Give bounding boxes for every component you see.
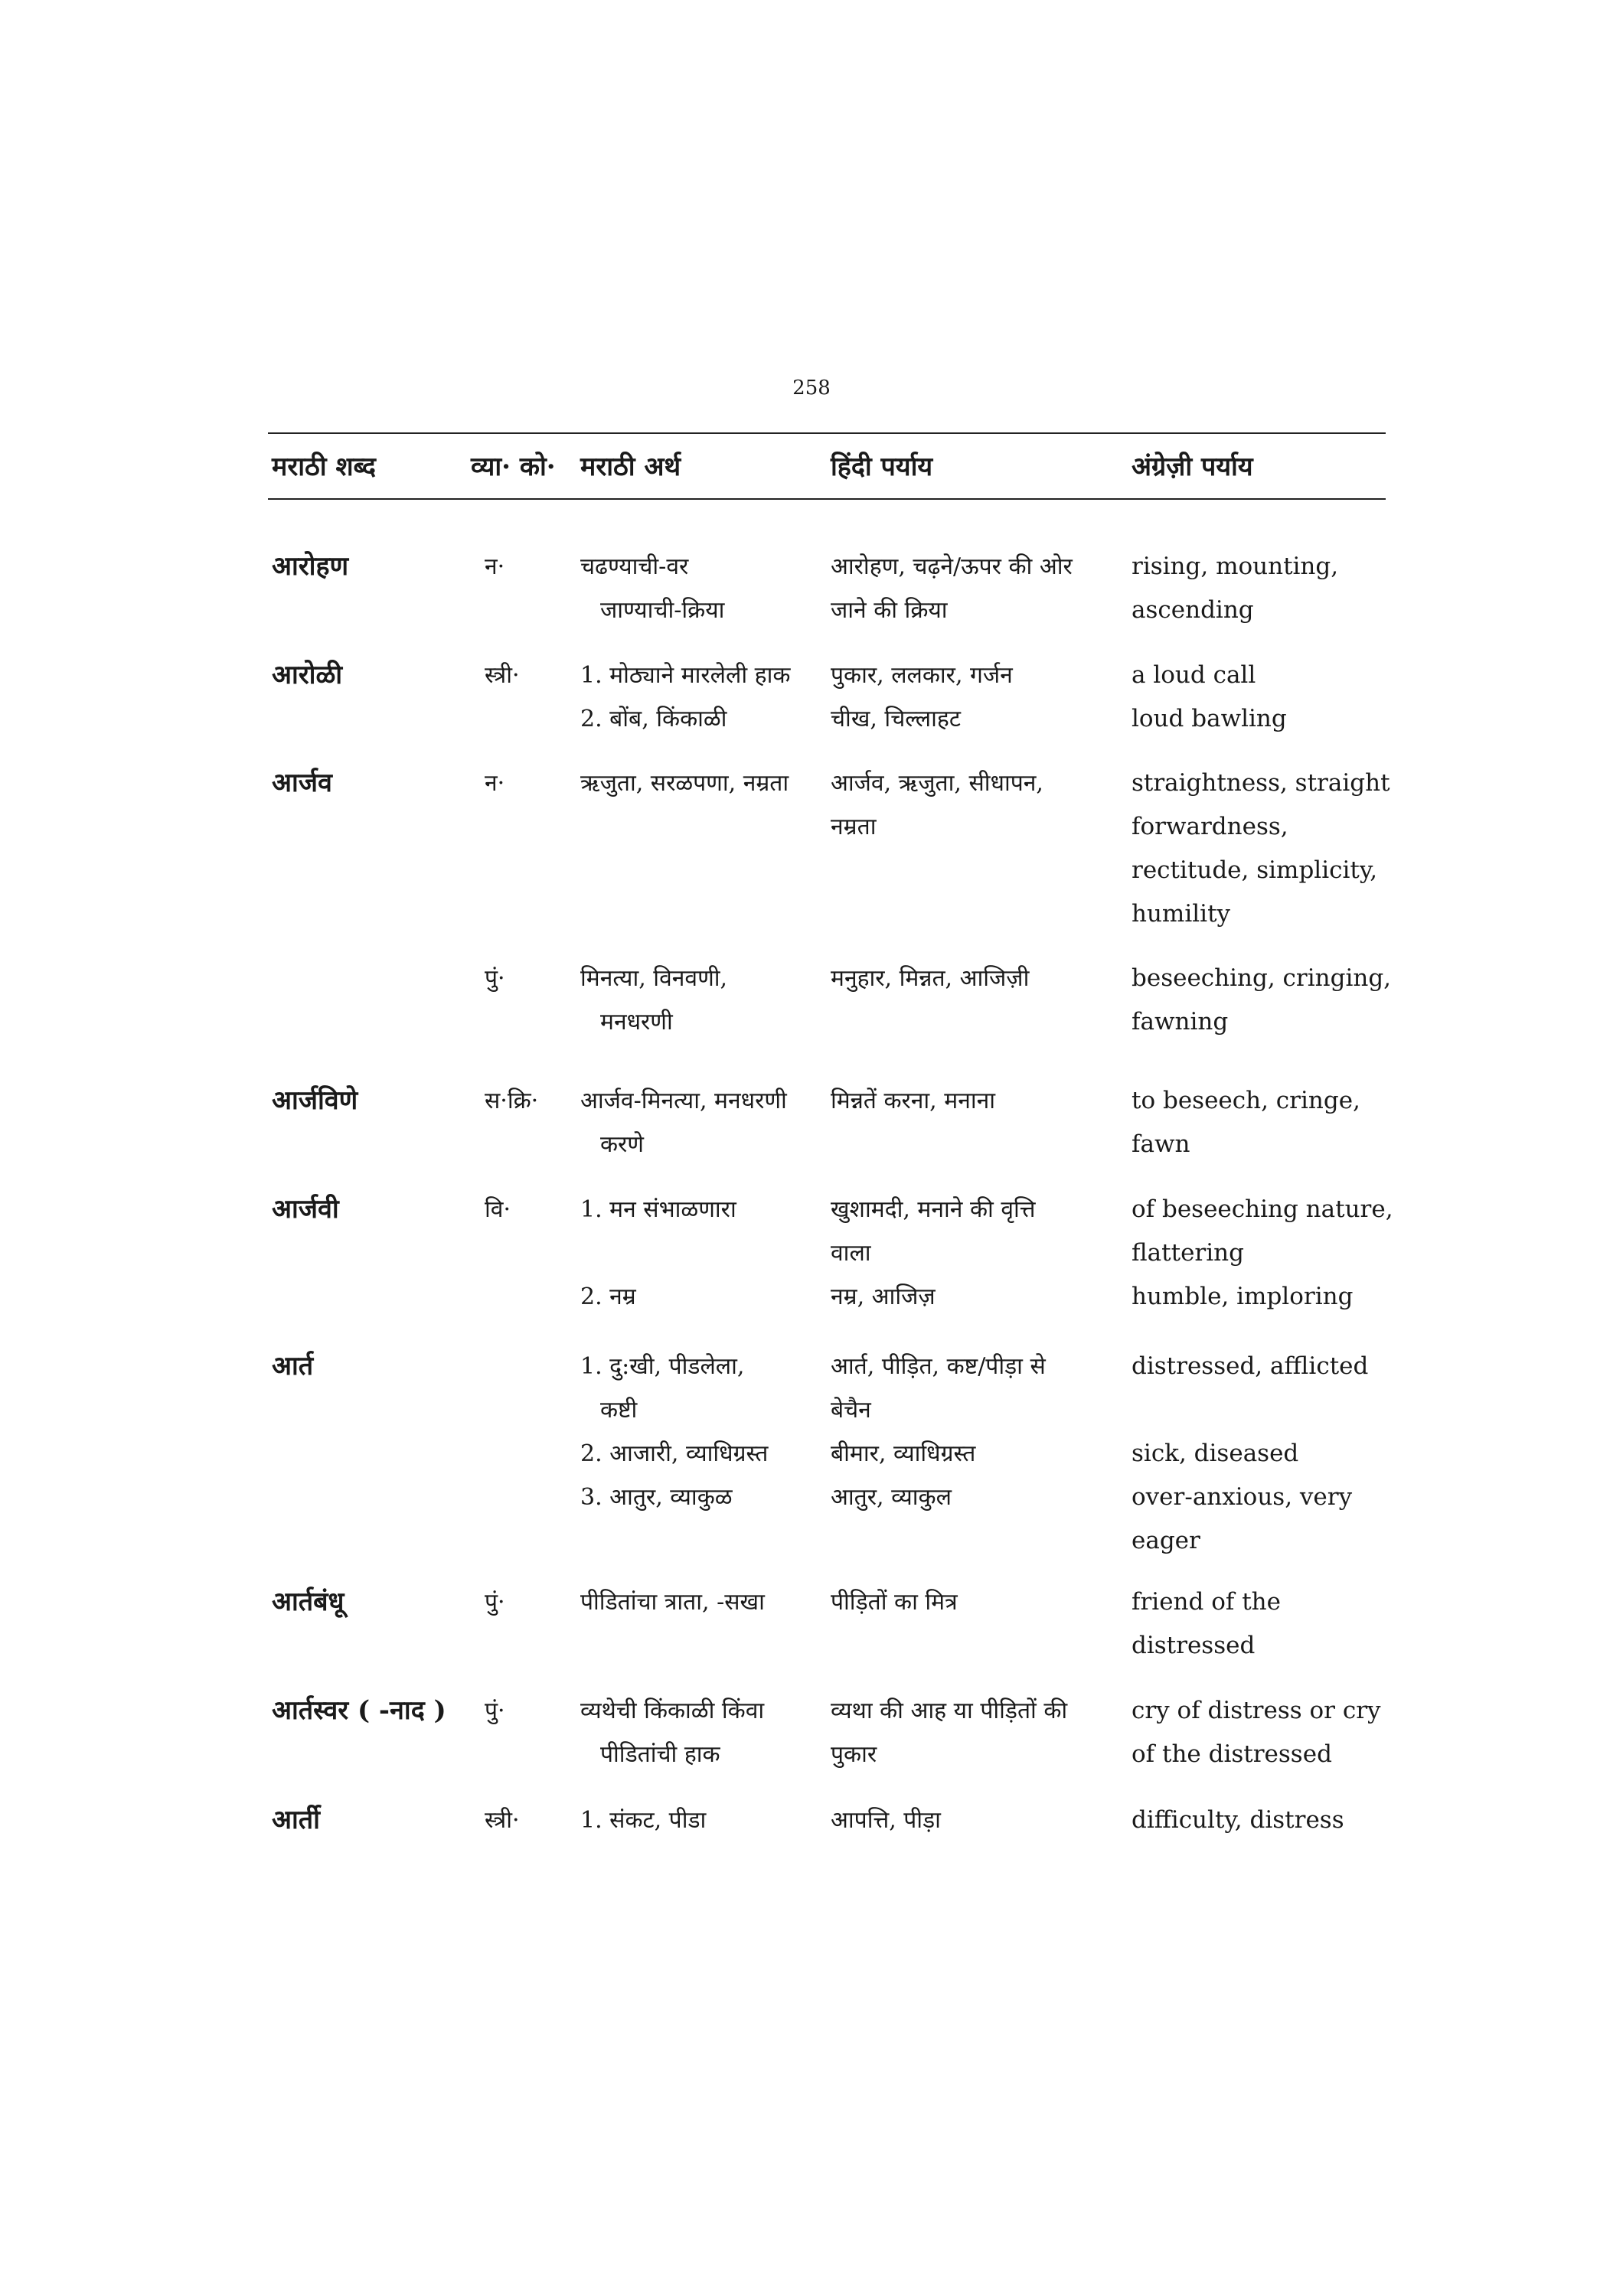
hindi-equivalent-line: वाला [831,1240,871,1267]
grammar-abbrev-line: न· [485,770,505,797]
header-grammar: व्या· को· [471,452,556,482]
marathi-meaning [580,957,818,1044]
english-equivalent [1132,762,1392,936]
hindi-equivalent-line: बेचैन [831,1397,871,1424]
grammar-abbrev [485,1580,569,1624]
hindi-equivalent [831,1188,1125,1319]
grammar-abbrev [485,1188,569,1231]
english-equivalent-line: distressed, afflicted [1132,1352,1369,1380]
hindi-equivalent-line: मिन्नतें करना, मनाना [831,1088,996,1114]
hindi-equivalent [831,545,1125,632]
english-equivalent [1132,1345,1392,1563]
hindi-equivalent-line: आर्त, पीड़ित, कष्ट/पीड़ा से [831,1353,1046,1380]
grammar-abbrev-line: पुं· [485,1698,505,1724]
marathi-meaning-line: 1. दु:खी, पीडलेला, [580,1353,745,1380]
english-equivalent-line: rising, mounting, [1132,553,1339,580]
hindi-equivalent [831,654,1125,741]
headword-line: आर्जवी [272,1194,339,1225]
hindi-equivalent-line: आरोहण, चढ़ने/ऊपर की ओर [831,553,1073,580]
english-equivalent [1132,1689,1392,1776]
english-equivalent-line: of the distressed [1132,1740,1332,1768]
marathi-meaning-line: जाण्याची-क्रिया [600,597,725,624]
grammar-abbrev-line [485,1345,569,1388]
hindi-equivalent-line: नम्र, आजिज़ [831,1283,936,1310]
header-headword: मराठी शब्द [272,452,376,482]
headword-line: आर्ती [272,1805,320,1835]
marathi-meaning-line: मिनत्या, विनवणी, [580,965,728,992]
english-equivalent-line [1132,1388,1392,1432]
english-equivalent [1132,957,1392,1044]
english-equivalent-line: sick, diseased [1132,1440,1299,1467]
marathi-meaning-line: आर्जव-मिनत्या, मनधरणी [580,1088,787,1114]
english-equivalent [1132,1188,1392,1319]
marathi-meaning-line: व्यथेची किंकाळी किंवा [580,1698,765,1724]
page-number: 258 [792,377,831,400]
hindi-equivalent [831,957,1125,1000]
english-equivalent-line: of beseeching nature, [1132,1195,1393,1223]
grammar-abbrev-line: पुं· [485,1589,505,1616]
english-equivalent-line: humble, imploring [1132,1283,1354,1310]
english-equivalent-line: rectitude, simplicity, [1132,856,1378,884]
headword [272,1345,456,1388]
headword-line: आर्तस्वर ( -नाद ) [272,1695,446,1726]
headword [272,1188,456,1231]
headword-line [272,957,456,1000]
english-equivalent [1132,545,1392,632]
header-hindi-equivalent: हिंदी पर्याय [831,452,933,482]
marathi-meaning [580,545,818,632]
hindi-equivalent-line: आपत्ति, पीड़ा [831,1807,941,1834]
headword-line: आर्जव [272,768,332,798]
english-equivalent [1132,1580,1392,1668]
grammar-abbrev-line: पुं· [485,965,505,992]
marathi-meaning [580,1345,818,1519]
marathi-meaning-line: 2. आजारी, व्याधिग्रस्त [580,1440,769,1467]
english-equivalent [1132,654,1392,741]
marathi-meaning-line: 1. मन संभाळणारा [580,1196,736,1223]
marathi-meaning-line: चढण्याची-वर [580,553,689,580]
hindi-equivalent-line: आर्जव, ऋजुता, सीधापन, [831,770,1043,797]
grammar-abbrev-line: न· [485,553,505,580]
headword-line: आर्तबंधू [272,1587,345,1617]
hindi-equivalent [831,1345,1125,1519]
marathi-meaning-line: 2. नम्र [580,1283,636,1310]
marathi-meaning-line: ऋजुता, सरळपणा, नम्रता [580,770,789,797]
english-equivalent-line: difficulty, distress [1132,1806,1344,1834]
english-equivalent-line: eager [1132,1527,1200,1554]
grammar-abbrev-line: स्त्री· [485,1807,520,1834]
english-equivalent-line: to beseech, cringe, [1132,1087,1360,1114]
english-equivalent-line: fawn [1132,1130,1190,1158]
hindi-equivalent-line: बीमार, व्याधिग्रस्त [831,1440,976,1467]
hindi-equivalent [831,762,1125,849]
grammar-abbrev [485,957,569,1000]
hindi-equivalent-line: मनुहार, मिन्नत, आजिज़ी [831,965,1030,992]
hindi-equivalent-line: पुकार, ललकार, गर्जन [831,662,1013,689]
english-equivalent-line: humility [1132,900,1231,928]
hindi-equivalent [831,1799,1125,1842]
marathi-meaning-line: 3. आतुर, व्याकुळ [580,1484,733,1511]
headword [272,957,456,1000]
english-equivalent-line: beseeching, cringing, [1132,964,1392,992]
headword-line: आर्त [272,1351,314,1381]
headword-line: आर्जविणे [272,1085,358,1116]
headword [272,1079,456,1123]
grammar-abbrev [485,654,569,697]
hindi-equivalent-line: जाने की क्रिया [831,597,948,624]
headword [272,654,456,697]
grammar-abbrev [485,762,569,805]
marathi-meaning-line: करणे [600,1131,644,1158]
grammar-abbrev [485,1345,569,1388]
marathi-meaning-line: कष्टी [600,1397,638,1424]
grammar-abbrev-line: स·क्रि· [485,1088,539,1114]
english-equivalent-line: loud bawling [1132,705,1287,732]
marathi-meaning [580,1580,818,1624]
marathi-meaning-line: पीडितांचा त्राता, -सखा [580,1589,765,1616]
hindi-equivalent-line: आतुर, व्याकुल [831,1484,952,1511]
hindi-equivalent-line: नम्रता [831,814,877,840]
headword [272,1580,456,1624]
marathi-meaning-line: 1. मोठ्याने मारलेली हाक [580,662,791,689]
english-equivalent-line: a loud call [1132,661,1256,689]
grammar-abbrev [485,545,569,589]
marathi-meaning-line: पीडितांची हाक [600,1741,720,1768]
marathi-meaning-line: 2. बोंब, किंकाळी [580,706,727,732]
marathi-meaning [580,654,818,741]
english-equivalent-line: straightness, straight [1132,769,1390,797]
marathi-meaning [580,1689,818,1776]
english-equivalent-line: fawning [1132,1008,1229,1035]
grammar-abbrev-line: स्त्री· [485,662,520,689]
hindi-equivalent [831,1580,1125,1624]
grammar-abbrev [485,1079,569,1123]
english-equivalent-line: distressed [1132,1632,1256,1659]
english-equivalent-line: cry of distress or cry [1132,1697,1381,1724]
marathi-meaning [580,1188,818,1319]
english-equivalent [1132,1799,1392,1842]
english-equivalent-line: over-anxious, very [1132,1483,1353,1511]
grammar-abbrev [485,1799,569,1842]
hindi-equivalent-line: खुशामदी, मनाने की वृत्ति [831,1196,1036,1223]
marathi-meaning-line: मनधरणी [600,1009,673,1035]
hindi-equivalent-line: चीख, चिल्लाहट [831,706,961,732]
grammar-abbrev-line: वि· [485,1196,511,1223]
marathi-meaning [580,1079,818,1166]
grammar-abbrev [485,1689,569,1733]
marathi-meaning-line [580,1231,818,1275]
headword-line: आरोहण [272,551,349,582]
marathi-meaning [580,762,818,805]
english-equivalent-line: flattering [1132,1239,1244,1267]
english-equivalent-line: ascending [1132,596,1254,624]
hindi-equivalent-line: पुकार [831,1741,877,1768]
headword-line: आरोळी [272,660,343,690]
english-equivalent-line: forwardness, [1132,813,1288,840]
hindi-equivalent [831,1079,1125,1123]
english-equivalent-line: friend of the [1132,1588,1281,1616]
hindi-equivalent-line: पीड़ितों का मित्र [831,1589,958,1616]
headword [272,545,456,589]
headword [272,1799,456,1842]
hindi-equivalent [831,1689,1125,1776]
headword [272,1689,456,1733]
hindi-equivalent-line: व्यथा की आह या पीड़ितों की [831,1698,1068,1724]
header-english-equivalent: अंग्रेज़ी पर्याय [1132,452,1253,482]
header-marathi-meaning: मराठी अर्थ [580,452,681,482]
marathi-meaning [580,1799,818,1842]
english-equivalent [1132,1079,1392,1166]
marathi-meaning-line: 1. संकट, पीडा [580,1807,707,1834]
headword [272,762,456,805]
